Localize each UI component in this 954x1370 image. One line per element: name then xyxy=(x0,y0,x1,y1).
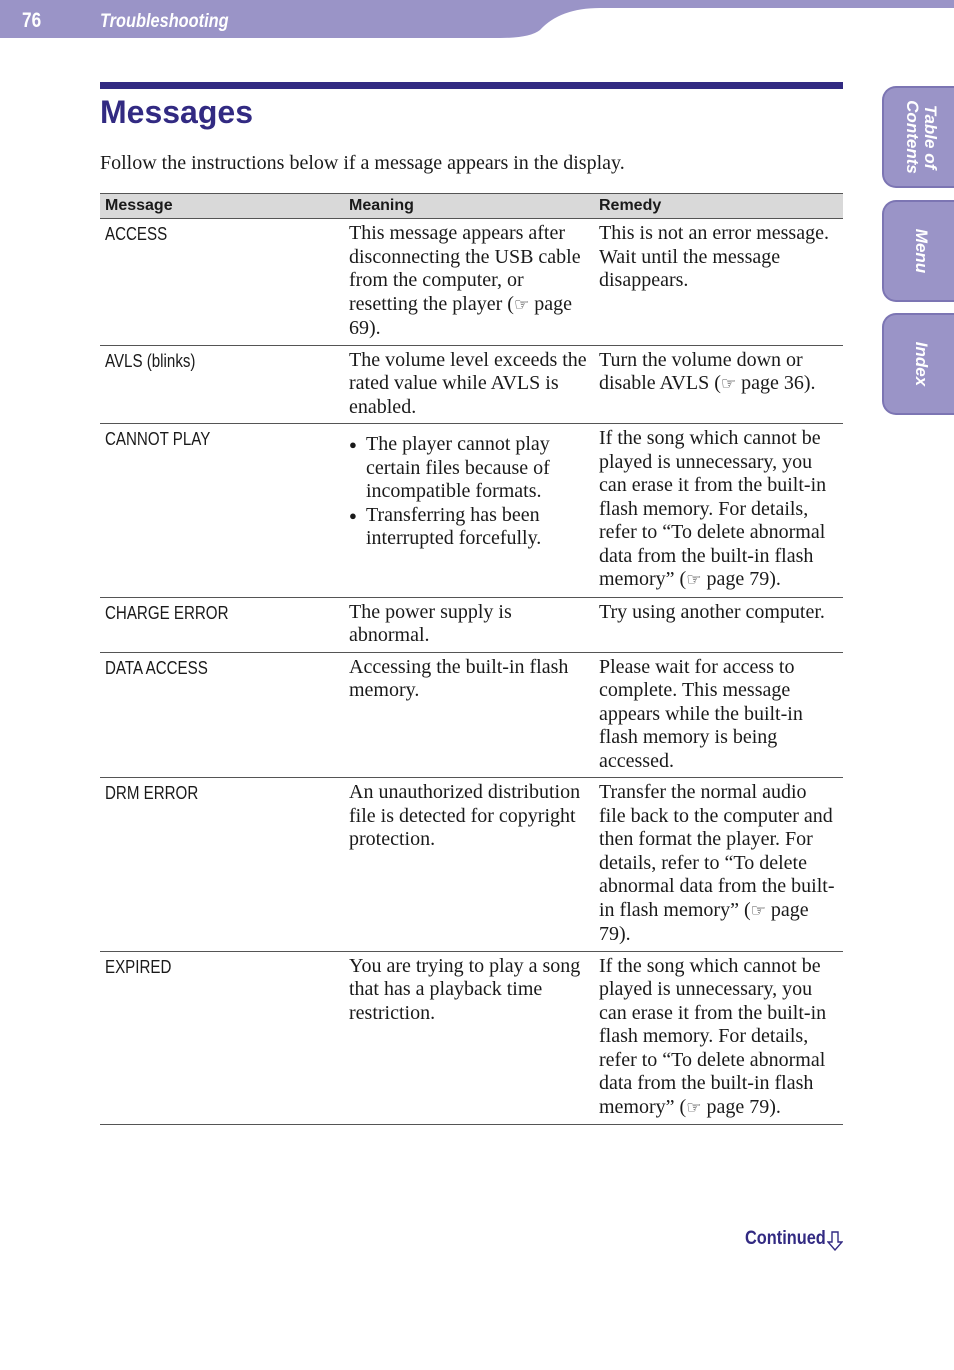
page-reference-link[interactable]: page 69). xyxy=(349,292,572,339)
continued-label: Continued xyxy=(745,1228,826,1249)
table-row xyxy=(100,597,843,652)
message-cell xyxy=(100,345,344,424)
meaning-cell xyxy=(344,778,594,952)
message-cell xyxy=(100,951,344,1125)
message-cell xyxy=(100,424,344,598)
message-code: CANNOT PLAY xyxy=(105,429,211,449)
remedy-cell xyxy=(594,597,843,652)
tab-table-of-contents[interactable] xyxy=(882,86,954,188)
list-item: ● The player cannot play certain files because of incompatible formats. xyxy=(349,433,589,504)
page-reference-link[interactable]: page 79). xyxy=(599,898,809,945)
message-code: CHARGE ERROR xyxy=(105,602,229,623)
messages-table xyxy=(100,193,843,1125)
meaning-text: The volume level exceeds the rated value while AVLS is enabled. xyxy=(349,348,587,418)
meaning-text: Accessing the built-in flash memory. xyxy=(349,655,569,701)
table-row xyxy=(100,424,843,598)
continued-link[interactable] xyxy=(745,1228,839,1250)
remedy-cell xyxy=(594,424,843,598)
down-arrow-icon xyxy=(827,1231,843,1251)
table-row xyxy=(100,778,843,952)
intro-text: Follow the instructions below if a message appears in the display. xyxy=(100,152,625,174)
page-reference-link[interactable]: page 79). xyxy=(706,1095,781,1118)
remedy-text: This is not an error message. Wait until the message disappears. xyxy=(599,222,829,291)
message-code: DATA ACCESS xyxy=(105,657,208,678)
table-row xyxy=(100,652,843,778)
meaning-text: The power supply is abnormal. xyxy=(349,600,512,646)
header-band xyxy=(0,0,954,40)
remedy-cell xyxy=(594,778,843,952)
message-cell xyxy=(100,219,344,346)
page-title: Messages xyxy=(100,94,253,130)
remedy-cell xyxy=(594,951,843,1125)
remedy-text: If the song which cannot be played is unnecessary, you can erase it from the built-in flash memory. For details, refer to “To delete abnormal data from the built-in flash memory” ( xyxy=(599,954,827,1118)
remedy-cell xyxy=(594,219,843,346)
tab-index[interactable] xyxy=(882,313,954,415)
remedy-text: Try using another computer. xyxy=(599,600,825,623)
section-name: Troubleshooting xyxy=(100,11,229,32)
tab-index-label: Index xyxy=(912,341,931,387)
remedy-cell xyxy=(594,652,843,778)
header-remedy: Remedy xyxy=(594,194,843,219)
meaning-cell xyxy=(344,345,594,424)
meaning-text: You are trying to play a song that has a playback time restriction. xyxy=(349,954,581,1024)
remedy-text: Please wait for access to complete. This message appears while the built-in flash memory is being accessed. xyxy=(599,655,803,772)
pointing-hand-icon: ☞ xyxy=(720,374,737,394)
meaning-bullet-list xyxy=(349,433,589,551)
pointing-hand-icon: ☞ xyxy=(686,570,702,590)
title-rule xyxy=(100,82,843,89)
meaning-cell xyxy=(344,951,594,1125)
table-header-row xyxy=(100,194,843,219)
message-code: EXPIRED xyxy=(105,956,172,977)
page-reference-link[interactable]: page 36). xyxy=(741,372,816,394)
message-cell xyxy=(100,597,344,652)
table-row xyxy=(100,345,843,424)
pointing-hand-icon: ☞ xyxy=(513,294,530,315)
pointing-hand-icon: ☞ xyxy=(686,1097,702,1118)
meaning-cell xyxy=(344,219,594,346)
message-cell xyxy=(100,778,344,952)
meaning-cell xyxy=(344,652,594,778)
header-meaning: Meaning xyxy=(344,194,594,219)
remedy-text: Transfer the normal audio file back to the computer and then format the player. For details, refer to “To delete abnormal data from the built-in flash memory” ( xyxy=(599,781,835,921)
table-row xyxy=(100,219,843,346)
meaning-cell xyxy=(344,597,594,652)
remedy-text: If the song which cannot be played is unnecessary, you can erase it from the built-in flash memory. For details, refer to “To delete abnormal data from the built-in flash memory” ( xyxy=(599,427,827,590)
meaning-cell xyxy=(344,424,594,598)
pointing-hand-icon: ☞ xyxy=(750,900,766,921)
page-number: 76 xyxy=(22,9,42,32)
message-cell xyxy=(100,652,344,778)
remedy-text: Turn the volume down or disable AVLS ( xyxy=(599,348,803,394)
header-message: Message xyxy=(100,194,344,219)
tab-menu[interactable] xyxy=(882,200,954,302)
page-reference-link[interactable]: page 79). xyxy=(706,568,781,590)
tab-table-of-contents-label: Table of Contents xyxy=(903,100,940,174)
meaning-text: This message appears after disconnecting the USB cable from the computer, or resetting the player ( xyxy=(349,222,581,315)
list-item: ● Transferring has been interrupted forcefully. xyxy=(349,504,589,551)
remedy-cell xyxy=(594,345,843,424)
tab-menu-label: Menu xyxy=(912,228,931,274)
meaning-text: An unauthorized distribution file is detected for copyright protection. xyxy=(349,781,581,850)
message-code: AVLS (blinks) xyxy=(105,350,196,371)
message-code: DRM ERROR xyxy=(105,783,199,803)
message-code: ACCESS xyxy=(105,224,168,244)
table-row xyxy=(100,951,843,1125)
